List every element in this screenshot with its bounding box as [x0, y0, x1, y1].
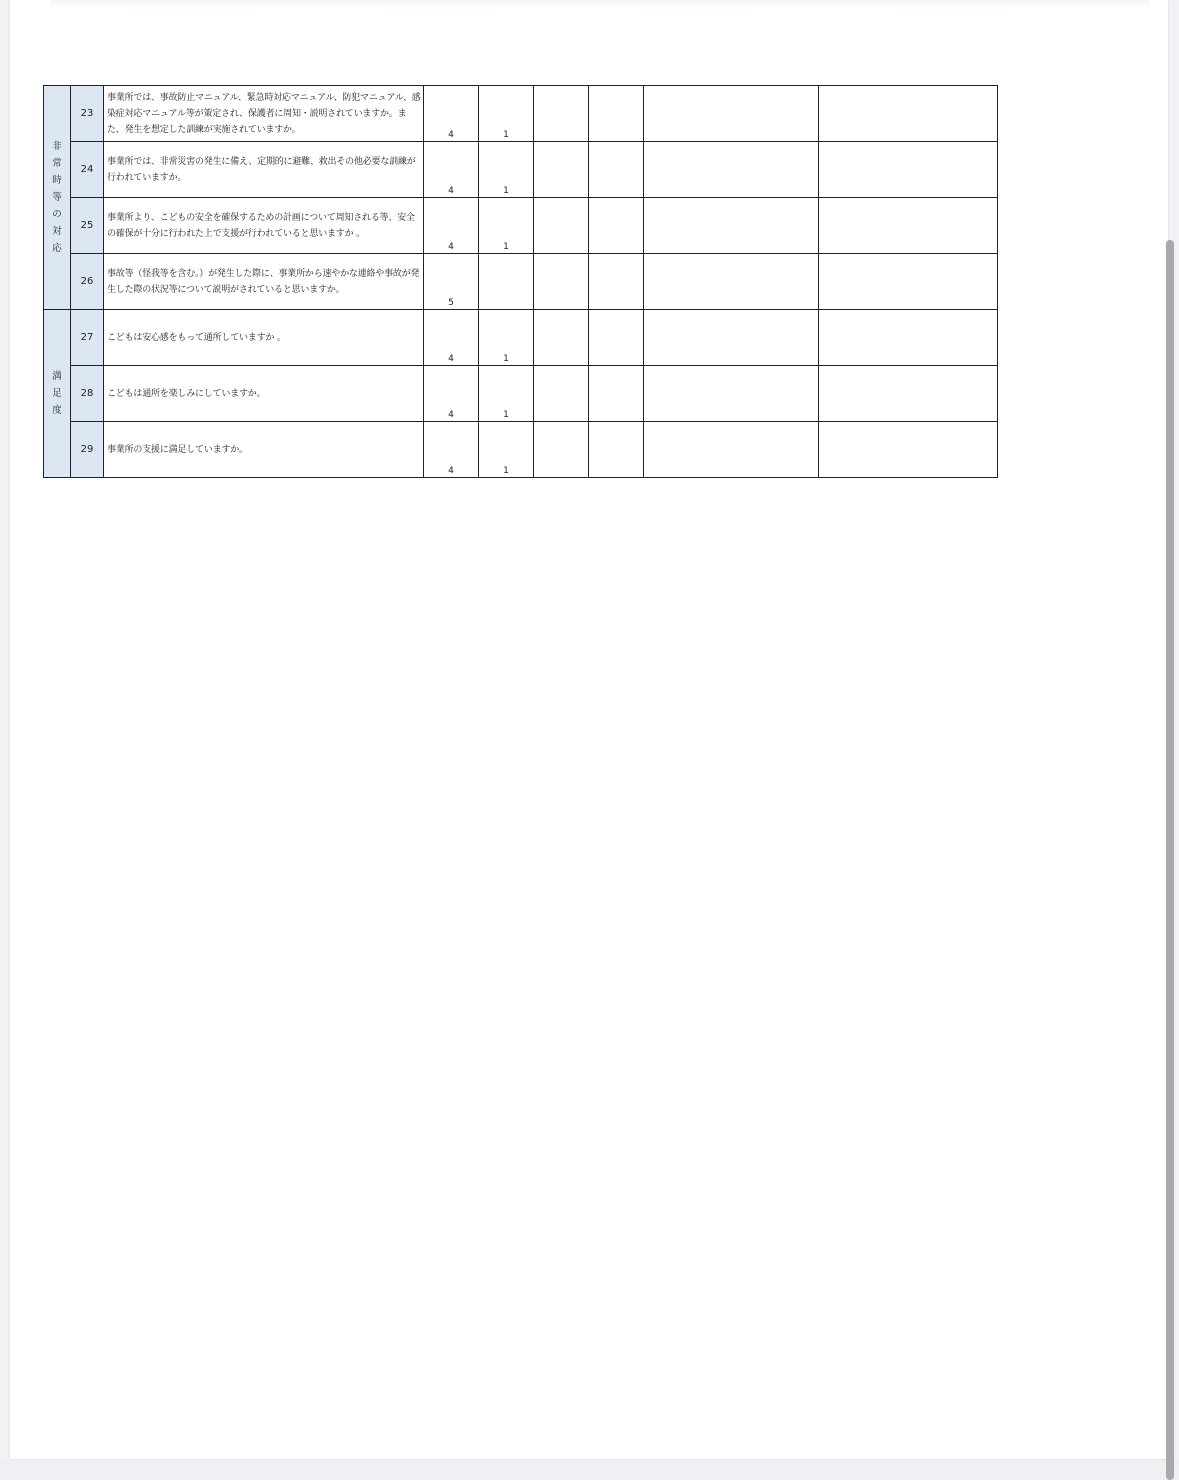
- comment-cell: [644, 366, 819, 422]
- table-row: [44, 198, 998, 254]
- count-no: [534, 254, 589, 310]
- question-text: 事故等（怪我等を含む。）が発生した際に、事業所から速やかな連絡や事故が発生した際の状況等について説明がされていると思いますか。: [104, 254, 424, 310]
- category-cell: [44, 310, 71, 478]
- response-cell: [819, 366, 998, 422]
- count-no: [534, 310, 589, 366]
- response-cell: [819, 142, 998, 198]
- table-row: [44, 86, 998, 142]
- question-number: 27: [71, 310, 104, 366]
- count-yes: 4: [424, 198, 479, 254]
- category-label: 満足度: [52, 371, 62, 416]
- question-number: 25: [71, 198, 104, 254]
- comment-cell: [644, 142, 819, 198]
- question-text: こどもは通所を楽しみにしていますか。: [104, 366, 424, 422]
- count-no: [534, 86, 589, 142]
- comment-cell: [644, 254, 819, 310]
- count-no: [534, 422, 589, 478]
- question-text: 事業所では、非常災害の発生に備え、定期的に避難、救出その他必要な訓練が行われていますか。: [104, 142, 424, 198]
- count-unknown: [589, 310, 644, 366]
- count-unknown: [589, 86, 644, 142]
- response-cell: [819, 86, 998, 142]
- count-unknown: [589, 142, 644, 198]
- comment-cell: [644, 198, 819, 254]
- count-unsure: 1: [479, 310, 534, 366]
- scrollbar-thumb[interactable]: [1166, 240, 1174, 1480]
- comment-cell: [644, 86, 819, 142]
- comment-cell: [644, 422, 819, 478]
- question-number: 28: [71, 366, 104, 422]
- survey-table: [43, 85, 998, 478]
- count-unsure: [479, 254, 534, 310]
- table-row: [44, 366, 998, 422]
- document-page: [10, 0, 1168, 1459]
- count-yes: 4: [424, 142, 479, 198]
- table-row: [44, 310, 998, 366]
- count-yes: 4: [424, 310, 479, 366]
- response-cell: [819, 198, 998, 254]
- count-no: [534, 366, 589, 422]
- question-number: 26: [71, 254, 104, 310]
- count-unsure: 1: [479, 142, 534, 198]
- table-row: [44, 142, 998, 198]
- count-no: [534, 142, 589, 198]
- count-yes: 5: [424, 254, 479, 310]
- table-row: [44, 422, 998, 478]
- count-yes: 4: [424, 366, 479, 422]
- question-text: 事業所の支援に満足していますか。: [104, 422, 424, 478]
- table-row: [44, 254, 998, 310]
- count-unknown: [589, 254, 644, 310]
- count-unsure: 1: [479, 422, 534, 478]
- count-unsure: 1: [479, 366, 534, 422]
- count-unknown: [589, 422, 644, 478]
- response-cell: [819, 254, 998, 310]
- count-unsure: 1: [479, 86, 534, 142]
- count-yes: 4: [424, 422, 479, 478]
- count-yes: 4: [424, 86, 479, 142]
- question-number: 24: [71, 142, 104, 198]
- question-text: 事業所より、こどもの安全を確保するための計画について周知される等、安全の確保が十分に行われた上で支援が行われていると思いますか 。: [104, 198, 424, 254]
- vertical-scrollbar[interactable]: [1165, 0, 1175, 1459]
- count-no: [534, 198, 589, 254]
- count-unknown: [589, 366, 644, 422]
- response-cell: [819, 310, 998, 366]
- question-text: 事業所では、事故防止マニュアル、緊急時対応マニュアル、防犯マニュアル、感染症対応マニュアル等が策定され、保護者に周知・説明されていますか。また、発生を想定した訓練が実施されていますか。: [104, 86, 424, 142]
- question-number: 29: [71, 422, 104, 478]
- count-unsure: 1: [479, 198, 534, 254]
- count-unknown: [589, 198, 644, 254]
- comment-cell: [644, 310, 819, 366]
- question-number: 23: [71, 86, 104, 142]
- response-cell: [819, 422, 998, 478]
- category-cell: [44, 86, 71, 310]
- page-edge: [50, 0, 1150, 8]
- category-label: 非常時等の対応: [52, 141, 62, 254]
- question-text: こどもは安心感をもって通所していますか 。: [104, 310, 424, 366]
